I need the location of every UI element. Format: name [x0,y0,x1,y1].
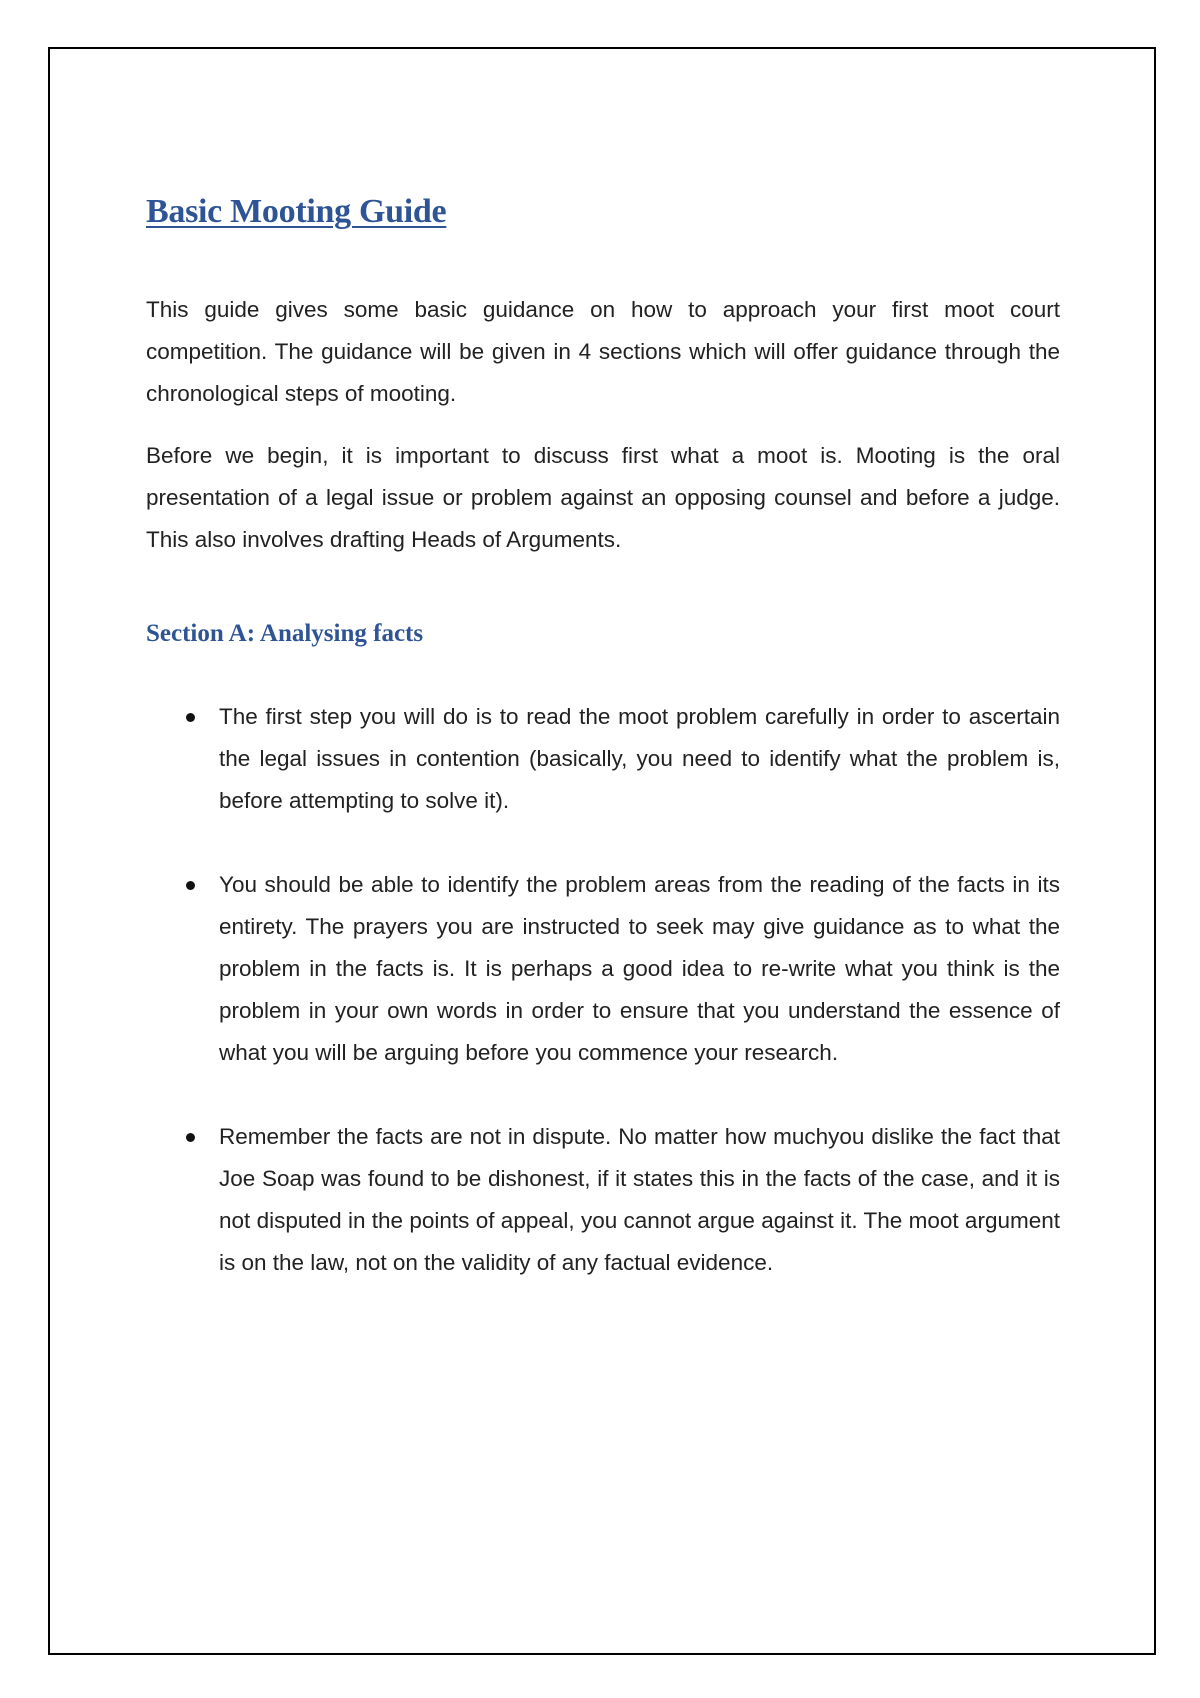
bullet-text: Remember the facts are not in dispute. No matter how muchyou dislike the fact that Joe Soap was found to be dishonest, if it states this in the facts of the case, and it is not disputed in the points of appeal, you cannot argue against it. The moot argument is on the law, not on the validity of any factual evidence. [219,1124,1060,1275]
bullet-item [146,864,1060,1074]
bullet-icon [186,713,195,722]
section-a-bullet-list [146,696,1060,1284]
bullet-icon [186,1133,195,1142]
bullet-icon [186,881,195,890]
document-body [146,190,1060,1326]
intro-paragraph: This guide gives some basic guidance on how to approach your first moot court competition. The guidance will be given in 4 sections which will offer guidance through the chronological steps of mooting. [146,297,1060,406]
bullet-item [146,696,1060,822]
intro-paragraph: Before we begin, it is important to discuss first what a moot is. Mooting is the oral presentation of a legal issue or problem against an opposing counsel and before a judge. This also involves drafting Heads of Arguments. [146,443,1060,552]
bullet-item [146,1116,1060,1284]
bullet-text: You should be able to identify the problem areas from the reading of the facts in its entirety. The prayers you are instructed to seek may give guidance as to what the problem in the facts is. It is perhaps a good idea to re-write what you think is the problem in your own words in order to ensure that you understand the essence of what you will be arguing before you commence your research. [219,872,1060,1065]
bullet-text: The first step you will do is to read the moot problem carefully in order to ascertain the legal issues in contention (basically, you need to identify what the problem is, before attempting to solve it). [219,704,1060,813]
document-title: Basic Mooting Guide [146,193,447,230]
section-a-heading: Section A: Analysing facts [146,620,424,647]
